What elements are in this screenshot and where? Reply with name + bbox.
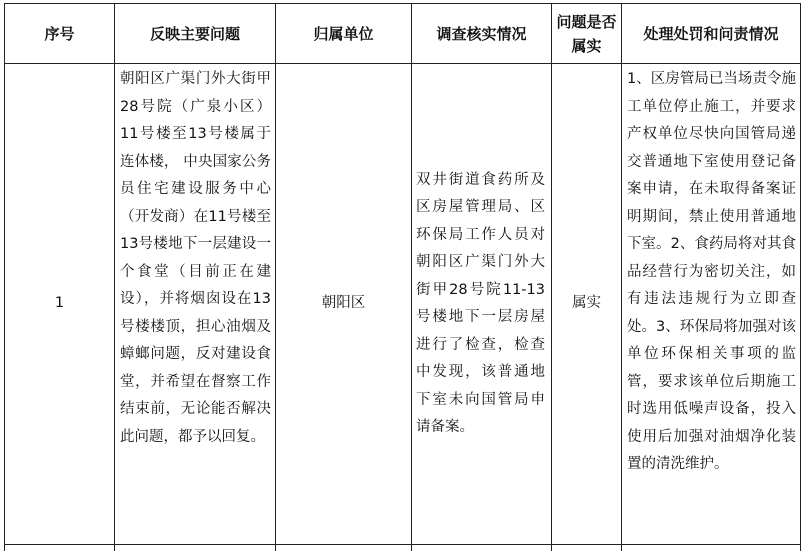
- cell-issue: 朝阳区广渠门外大街甲28号院（广泉小区）11号楼至13号楼属于连体楼， 中央国家公务员住宅建设服务中心（开发商）在11号楼至13号楼地下一层建设一个食堂（目前正在建设），并将烟囱设在13号楼楼顶，担心油烟及蟑螂问题，反对建设食堂，并希望在督察工作结束前，无论能否解决此问题，都予以回复。: [115, 64, 276, 545]
- next-cell: [5, 545, 115, 551]
- complaint-table: [4, 3, 801, 551]
- next-cell: [276, 545, 412, 551]
- header-truth: 问题是否属实: [552, 4, 622, 64]
- next-cell: [622, 545, 801, 551]
- cell-unit: 朝阳区: [276, 64, 412, 545]
- next-cell: [412, 545, 552, 551]
- header-result: 处理处罚和问责情况: [622, 4, 801, 64]
- next-cell: [552, 545, 622, 551]
- header-unit: 归属单位: [276, 4, 412, 64]
- header-investigation: 调查核实情况: [412, 4, 552, 64]
- header-issue: 反映主要问题: [115, 4, 276, 64]
- next-cell: [115, 545, 276, 551]
- cell-investigation: 双井街道食药所及区房屋管理局、区环保局工作人员对朝阳区广渠门外大街甲28号院11-13号楼地下一层房屋进行了检查，检查中发现，该普通地下室未向国管局申请备案。: [412, 64, 552, 545]
- cell-seq: 1: [5, 64, 115, 545]
- cell-truth: 属实: [552, 64, 622, 545]
- table-row: [5, 64, 801, 545]
- header-seq: 序号: [5, 4, 115, 64]
- header-row: [5, 4, 801, 64]
- cell-result: 1、区房管局已当场责令施工单位停止施工，并要求产权单位尽快向国管局递交普通地下室使用登记备案申请，在未取得备案证明期间，禁止使用普通地下室。2、食药局将对其食品经营行为密切关注，如有违法违规行为立即查处。3、环保局将加强对该单位环保相关事项的监管，要求该单位后期施工时选用低噪声设备，投入使用后加强对油烟净化装置的清洗维护。: [622, 64, 801, 545]
- next-row-partial: [5, 545, 801, 551]
